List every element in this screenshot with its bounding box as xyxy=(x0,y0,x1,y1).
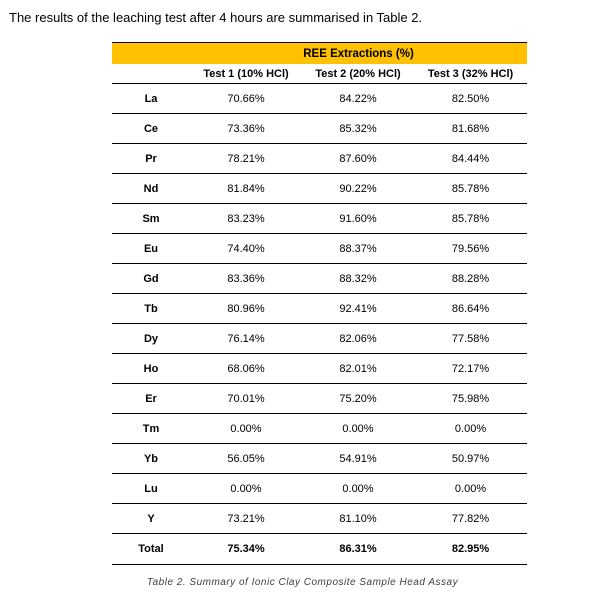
column-header-test-2: Test 2 (20% HCl) xyxy=(302,64,414,84)
extraction-value-test-2: 92.41% xyxy=(302,294,414,324)
table-row xyxy=(112,264,527,294)
extraction-value-test-2: 81.10% xyxy=(302,504,414,534)
element-label: Ho xyxy=(112,354,190,384)
table-row xyxy=(112,474,527,504)
table-row xyxy=(112,204,527,234)
extraction-value-test-3: 84.44% xyxy=(414,144,527,174)
table-row xyxy=(112,114,527,144)
element-label: Dy xyxy=(112,324,190,354)
total-row xyxy=(112,534,527,565)
table-row xyxy=(112,234,527,264)
group-header: REE Extractions (%) xyxy=(190,43,527,65)
element-label: Eu xyxy=(112,234,190,264)
extraction-value-test-2: 82.01% xyxy=(302,354,414,384)
extraction-value-test-3: 81.68% xyxy=(414,114,527,144)
extraction-value-test-3: 0.00% xyxy=(414,414,527,444)
extraction-value-test-2: 84.22% xyxy=(302,84,414,114)
extraction-value-test-3: 72.17% xyxy=(414,354,527,384)
element-label: Ce xyxy=(112,114,190,144)
extraction-value-test-1: 73.21% xyxy=(190,504,302,534)
element-label: Lu xyxy=(112,474,190,504)
table-body xyxy=(112,84,527,565)
extraction-value-test-1: 73.36% xyxy=(190,114,302,144)
extraction-value-test-2: 0.00% xyxy=(302,414,414,444)
table-row xyxy=(112,414,527,444)
element-label: Er xyxy=(112,384,190,414)
total-value-test-1: 75.34% xyxy=(190,534,302,565)
ree-extractions-table-container xyxy=(112,42,527,565)
column-header-test-1: Test 1 (10% HCl) xyxy=(190,64,302,84)
extraction-value-test-3: 0.00% xyxy=(414,474,527,504)
extraction-value-test-1: 78.21% xyxy=(190,144,302,174)
extraction-value-test-1: 0.00% xyxy=(190,414,302,444)
element-label: Gd xyxy=(112,264,190,294)
extraction-value-test-3: 85.78% xyxy=(414,174,527,204)
table-caption: Table 2. Summary of Ionic Clay Composite Sample Head Assay xyxy=(146,577,459,588)
intro-paragraph: The results of the leaching test after 4 hours are summarised in Table 2. xyxy=(9,10,423,25)
extraction-value-test-3: 88.28% xyxy=(414,264,527,294)
extraction-value-test-3: 82.50% xyxy=(414,84,527,114)
total-label: Total xyxy=(112,534,190,565)
total-value-test-2: 86.31% xyxy=(302,534,414,565)
ree-extractions-table xyxy=(112,42,527,565)
extraction-value-test-1: 68.06% xyxy=(190,354,302,384)
extraction-value-test-3: 85.78% xyxy=(414,204,527,234)
extraction-value-test-1: 83.23% xyxy=(190,204,302,234)
column-header-row xyxy=(112,64,527,84)
header-empty-cell xyxy=(112,43,190,65)
extraction-value-test-2: 82.06% xyxy=(302,324,414,354)
column-header-test-3: Test 3 (32% HCl) xyxy=(414,64,527,84)
element-label: Pr xyxy=(112,144,190,174)
extraction-value-test-2: 75.20% xyxy=(302,384,414,414)
group-header-row xyxy=(112,43,527,65)
extraction-value-test-2: 85.32% xyxy=(302,114,414,144)
extraction-value-test-1: 70.01% xyxy=(190,384,302,414)
extraction-value-test-3: 77.58% xyxy=(414,324,527,354)
table-row xyxy=(112,354,527,384)
table-row xyxy=(112,384,527,414)
extraction-value-test-3: 86.64% xyxy=(414,294,527,324)
table-row xyxy=(112,294,527,324)
extraction-value-test-3: 79.56% xyxy=(414,234,527,264)
table-row xyxy=(112,174,527,204)
extraction-value-test-2: 88.37% xyxy=(302,234,414,264)
extraction-value-test-1: 56.05% xyxy=(190,444,302,474)
extraction-value-test-1: 81.84% xyxy=(190,174,302,204)
element-label: Y xyxy=(112,504,190,534)
extraction-value-test-3: 77.82% xyxy=(414,504,527,534)
element-label: Sm xyxy=(112,204,190,234)
header-empty-cell xyxy=(112,64,190,84)
table-row xyxy=(112,144,527,174)
element-label: Yb xyxy=(112,444,190,474)
element-label: La xyxy=(112,84,190,114)
extraction-value-test-1: 70.66% xyxy=(190,84,302,114)
extraction-value-test-1: 83.36% xyxy=(190,264,302,294)
extraction-value-test-2: 90.22% xyxy=(302,174,414,204)
extraction-value-test-1: 80.96% xyxy=(190,294,302,324)
extraction-value-test-1: 0.00% xyxy=(190,474,302,504)
table-row xyxy=(112,444,527,474)
table-row xyxy=(112,504,527,534)
element-label: Nd xyxy=(112,174,190,204)
extraction-value-test-2: 54.91% xyxy=(302,444,414,474)
extraction-value-test-2: 0.00% xyxy=(302,474,414,504)
extraction-value-test-2: 88.32% xyxy=(302,264,414,294)
element-label: Tm xyxy=(112,414,190,444)
table-row xyxy=(112,84,527,114)
extraction-value-test-2: 87.60% xyxy=(302,144,414,174)
element-label: Tb xyxy=(112,294,190,324)
extraction-value-test-1: 76.14% xyxy=(190,324,302,354)
extraction-value-test-2: 91.60% xyxy=(302,204,414,234)
extraction-value-test-3: 50.97% xyxy=(414,444,527,474)
extraction-value-test-3: 75.98% xyxy=(414,384,527,414)
extraction-value-test-1: 74.40% xyxy=(190,234,302,264)
table-row xyxy=(112,324,527,354)
total-value-test-3: 82.95% xyxy=(414,534,527,565)
